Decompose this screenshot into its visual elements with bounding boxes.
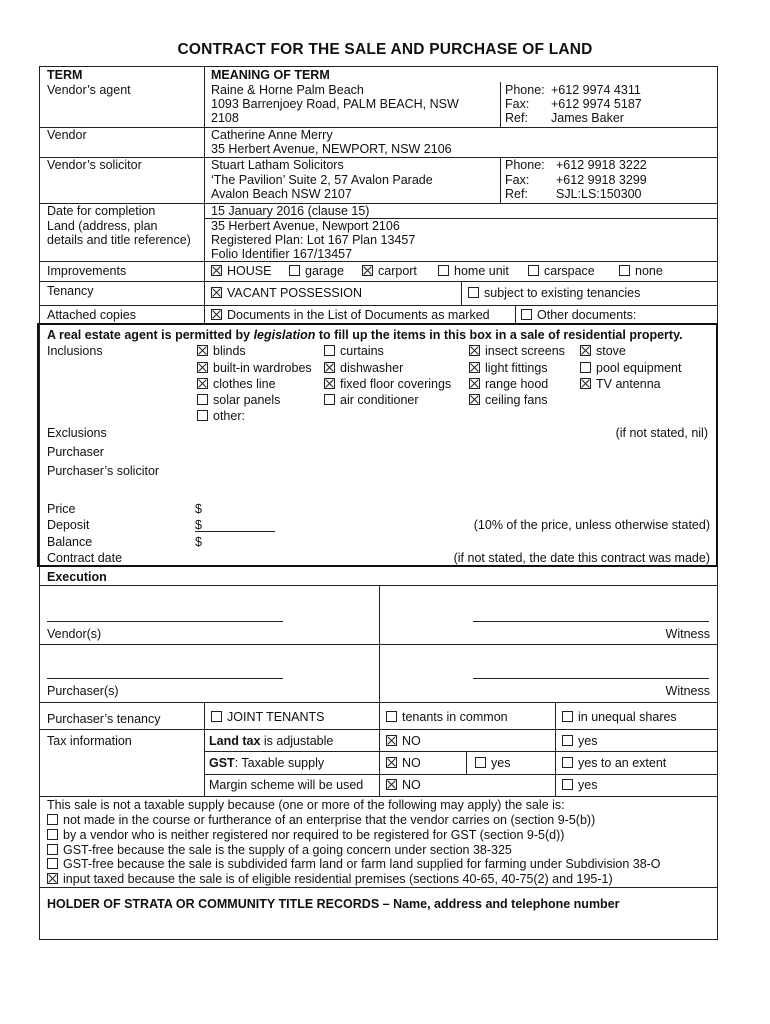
solicitor-phone-label: Phone: bbox=[505, 158, 545, 172]
inclusion-fixed-floor-coverings[interactable]: fixed floor coverings bbox=[324, 377, 451, 392]
checkbox-icon bbox=[47, 829, 58, 840]
land-address[interactable]: 35 Herbert Avenue, Newport 2106 bbox=[211, 219, 400, 233]
not-taxable-item-2[interactable]: by a vendor who is neither registered nor required to be registered for GST (section 9-5(d)) bbox=[47, 828, 564, 843]
inclusion-stove[interactable]: stove bbox=[580, 344, 626, 359]
balance-currency: $ bbox=[195, 535, 202, 549]
margin-yes[interactable]: yes bbox=[562, 778, 597, 793]
checkbox-icon bbox=[47, 814, 58, 825]
execution-heading: Execution bbox=[47, 570, 107, 584]
improvement-carspace[interactable]: carspace bbox=[528, 264, 595, 279]
tax-information-label: Tax information bbox=[47, 734, 132, 748]
solicitor-address[interactable]: ‘The Pavilion’ Suite 2, 57 Avalon Parade bbox=[211, 173, 433, 187]
land-folio[interactable]: Folio Identifier 167/13457 bbox=[211, 247, 353, 261]
improvement-none[interactable]: none bbox=[619, 264, 663, 279]
purchaser-signature-line[interactable] bbox=[47, 678, 283, 679]
inclusion-range-hood[interactable]: range hood bbox=[469, 377, 548, 392]
checkbox-icon bbox=[580, 345, 591, 356]
checkbox-icon bbox=[386, 779, 397, 790]
checkbox-icon bbox=[562, 711, 573, 722]
agent-fax[interactable]: +612 9974 5187 bbox=[551, 97, 642, 111]
inclusion-solar-panels[interactable]: solar panels bbox=[197, 393, 280, 408]
inclusion-blinds[interactable]: blinds bbox=[197, 344, 246, 359]
checkbox-icon bbox=[211, 309, 222, 320]
page-title: CONTRACT FOR THE SALE AND PURCHASE OF LAND bbox=[177, 41, 593, 58]
vendor-label: Vendor bbox=[47, 128, 87, 142]
agent-box-heading: A real estate agent is permitted by legislation to fill up the items in this box in a sale of residential property. bbox=[47, 328, 683, 342]
inclusion-built-in-wardrobes[interactable]: built-in wardrobes bbox=[197, 361, 312, 376]
checkbox-icon bbox=[580, 378, 591, 389]
checkbox-icon bbox=[521, 309, 532, 320]
term-header: TERM bbox=[47, 68, 83, 82]
checkbox-icon bbox=[211, 287, 222, 298]
checkbox-icon bbox=[475, 757, 486, 768]
checkbox-icon bbox=[386, 735, 397, 746]
purchaser-witness-signature-line[interactable] bbox=[473, 678, 709, 679]
tenancy-unequal-shares[interactable]: in unequal shares bbox=[562, 710, 677, 725]
land-plan[interactable]: Registered Plan: Lot 167 Plan 13457 bbox=[211, 233, 416, 247]
checkbox-icon bbox=[619, 265, 630, 276]
margin-no[interactable]: NO bbox=[386, 778, 421, 793]
inclusion-dishwasher[interactable]: dishwasher bbox=[324, 361, 403, 376]
solicitor-ref[interactable]: SJL:LS:150300 bbox=[556, 187, 642, 201]
improvement-home-unit[interactable]: home unit bbox=[438, 264, 509, 279]
balance-label: Balance bbox=[47, 535, 93, 549]
checkbox-icon bbox=[324, 345, 335, 356]
checkbox-icon bbox=[324, 378, 335, 389]
checkbox-icon bbox=[468, 287, 479, 298]
solicitor-phone[interactable]: +612 9918 3222 bbox=[556, 158, 647, 172]
checkbox-icon bbox=[386, 711, 397, 722]
improvement-carport[interactable]: carport bbox=[362, 264, 417, 279]
checkbox-icon bbox=[47, 858, 58, 869]
deposit-input[interactable] bbox=[195, 531, 275, 532]
price-currency: $ bbox=[195, 502, 202, 516]
attached-docs-list[interactable]: Documents in the List of Documents as marked bbox=[211, 308, 490, 323]
checkbox-icon bbox=[580, 362, 591, 373]
completion-value[interactable]: 15 January 2016 (clause 15) bbox=[211, 204, 370, 218]
tenancy-joint-tenants[interactable]: JOINT TENANTS bbox=[211, 710, 324, 725]
checkbox-icon bbox=[197, 410, 208, 421]
vendors-agent-address[interactable]: 1093 Barrenjoey Road, PALM BEACH, NSW bbox=[211, 97, 459, 111]
purchaser-witness-label: Witness bbox=[665, 684, 710, 698]
checkbox-icon bbox=[211, 711, 222, 722]
inclusion-other[interactable]: other: bbox=[197, 409, 245, 424]
checkbox-icon bbox=[289, 265, 300, 276]
checkbox-icon bbox=[324, 394, 335, 405]
vendor-signature-line[interactable] bbox=[47, 621, 283, 622]
checkbox-icon bbox=[469, 378, 480, 389]
checkbox-icon bbox=[528, 265, 539, 276]
purchaser-label: Purchaser bbox=[47, 445, 104, 459]
not-taxable-item-3[interactable]: GST-free because the sale is the supply of a going concern under section 38-325 bbox=[47, 843, 512, 858]
deposit-note: (10% of the price, unless otherwise stated) bbox=[473, 518, 710, 532]
inclusion-clothes-line[interactable]: clothes line bbox=[197, 377, 276, 392]
attached-label: Attached copies bbox=[47, 308, 136, 322]
inclusion-tv-antenna[interactable]: TV antenna bbox=[580, 377, 661, 392]
checkbox-icon bbox=[469, 362, 480, 373]
purchasers-solicitor-label: Purchaser’s solicitor bbox=[47, 464, 160, 478]
gst-yes-to-extent[interactable]: yes to an extent bbox=[562, 756, 666, 771]
land-label-line1: Land (address, plan bbox=[47, 219, 158, 233]
gst-label: GST: Taxable supply bbox=[209, 756, 325, 770]
checkbox-icon bbox=[469, 345, 480, 356]
vendor-name[interactable]: Catherine Anne Merry bbox=[211, 128, 333, 142]
improvement-garage[interactable]: garage bbox=[289, 264, 344, 279]
completion-label: Date for completion bbox=[47, 204, 156, 218]
checkbox-icon bbox=[562, 779, 573, 790]
contract-date-label: Contract date bbox=[47, 551, 123, 565]
strata-heading: HOLDER OF STRATA OR COMMUNITY TITLE RECORDS – Name, address and telephone number bbox=[47, 897, 620, 911]
checkbox-icon bbox=[197, 378, 208, 389]
land-tax-label: Land tax is adjustable bbox=[209, 734, 334, 748]
tenancy-existing[interactable]: subject to existing tenancies bbox=[468, 286, 640, 301]
checkbox-icon bbox=[211, 265, 222, 276]
deposit-currency: $ bbox=[195, 518, 202, 532]
tenancy-label: Tenancy bbox=[47, 284, 94, 298]
exclusions-label: Exclusions bbox=[47, 426, 107, 440]
attached-other[interactable]: Other documents: bbox=[521, 308, 636, 323]
price-label: Price bbox=[47, 502, 76, 516]
not-taxable-item-5[interactable]: input taxed because the sale is of eligible residential premises (sections 40-65, 40-75(2) and 195-1) bbox=[47, 872, 613, 887]
agent-ref[interactable]: James Baker bbox=[551, 111, 624, 125]
gst-no[interactable]: NO bbox=[386, 756, 421, 771]
solicitor-fax-label: Fax: bbox=[505, 173, 530, 187]
checkbox-icon bbox=[47, 873, 58, 884]
checkbox-icon bbox=[469, 394, 480, 405]
solicitor-city[interactable]: Avalon Beach NSW 2107 bbox=[211, 187, 352, 201]
inclusions-label: Inclusions bbox=[47, 344, 103, 358]
vendors-solicitor-label: Vendor’s solicitor bbox=[47, 158, 142, 172]
checkbox-icon bbox=[386, 757, 397, 768]
improvements-label: Improvements bbox=[47, 264, 127, 278]
purchasers-tenancy-label: Purchaser’s tenancy bbox=[47, 712, 161, 726]
checkbox-icon bbox=[562, 735, 573, 746]
inclusion-curtains[interactable]: curtains bbox=[324, 344, 384, 359]
margin-scheme-label: Margin scheme will be used bbox=[209, 778, 364, 792]
agent-fax-label: Fax: bbox=[505, 97, 530, 111]
inclusion-insect-screens[interactable]: insect screens bbox=[469, 344, 565, 359]
contract-date-note: (if not stated, the date this contract was made) bbox=[453, 551, 710, 565]
tenancy-vacant[interactable]: VACANT POSSESSION bbox=[211, 286, 362, 301]
inclusion-air-conditioner[interactable]: air conditioner bbox=[324, 393, 419, 408]
improvement-house[interactable]: HOUSE bbox=[211, 264, 271, 279]
not-taxable-intro: This sale is not a taxable supply because (one or more of the following may apply) the sale is: bbox=[47, 798, 565, 812]
checkbox-icon bbox=[197, 362, 208, 373]
checkbox-icon bbox=[438, 265, 449, 276]
land-tax-no[interactable]: NO bbox=[386, 734, 421, 749]
meaning-header: MEANING OF TERM bbox=[211, 68, 330, 82]
not-taxable-item-1[interactable]: not made in the course or furtherance of an enterprise that the vendor carries on (section 9-5(b)) bbox=[47, 813, 595, 828]
not-taxable-item-4[interactable]: GST-free because the sale is subdivided farm land or farm land supplied for farming under Subdivision 38-O bbox=[47, 857, 661, 872]
vendors-signature-label: Vendor(s) bbox=[47, 627, 102, 641]
land-label-line2: details and title reference) bbox=[47, 233, 191, 247]
checkbox-icon bbox=[47, 844, 58, 855]
solicitor-ref-label: Ref: bbox=[505, 187, 528, 201]
checkbox-icon bbox=[562, 757, 573, 768]
inclusion-ceiling-fans[interactable]: ceiling fans bbox=[469, 393, 548, 408]
vendors-agent-postcode[interactable]: 2108 bbox=[211, 111, 239, 125]
agent-phone-label: Phone: bbox=[505, 83, 545, 97]
checkbox-icon bbox=[197, 345, 208, 356]
purchasers-signature-label: Purchaser(s) bbox=[47, 684, 119, 698]
inclusion-pool-equipment[interactable]: pool equipment bbox=[580, 361, 681, 376]
vendors-agent-name[interactable]: Raine & Horne Palm Beach bbox=[211, 83, 364, 97]
gst-yes[interactable]: yes bbox=[475, 756, 510, 771]
tenancy-tenants-in-common[interactable]: tenants in common bbox=[386, 710, 508, 725]
solicitor-fax[interactable]: +612 9918 3299 bbox=[556, 173, 647, 187]
vendor-address[interactable]: 35 Herbert Avenue, NEWPORT, NSW 2106 bbox=[211, 142, 452, 156]
land-tax-yes[interactable]: yes bbox=[562, 734, 597, 749]
agent-ref-label: Ref: bbox=[505, 111, 528, 125]
vendor-witness-signature-line[interactable] bbox=[473, 621, 709, 622]
checkbox-icon bbox=[362, 265, 373, 276]
deposit-label: Deposit bbox=[47, 518, 90, 532]
solicitor-name[interactable]: Stuart Latham Solicitors bbox=[211, 158, 344, 172]
vendors-agent-label: Vendor’s agent bbox=[47, 83, 131, 97]
checkbox-icon bbox=[197, 394, 208, 405]
agent-phone[interactable]: +612 9974 4311 bbox=[551, 83, 641, 97]
vendor-witness-label: Witness bbox=[665, 627, 710, 641]
inclusion-light-fittings[interactable]: light fittings bbox=[469, 361, 548, 376]
checkbox-icon bbox=[324, 362, 335, 373]
exclusions-note: (if not stated, nil) bbox=[615, 426, 708, 440]
